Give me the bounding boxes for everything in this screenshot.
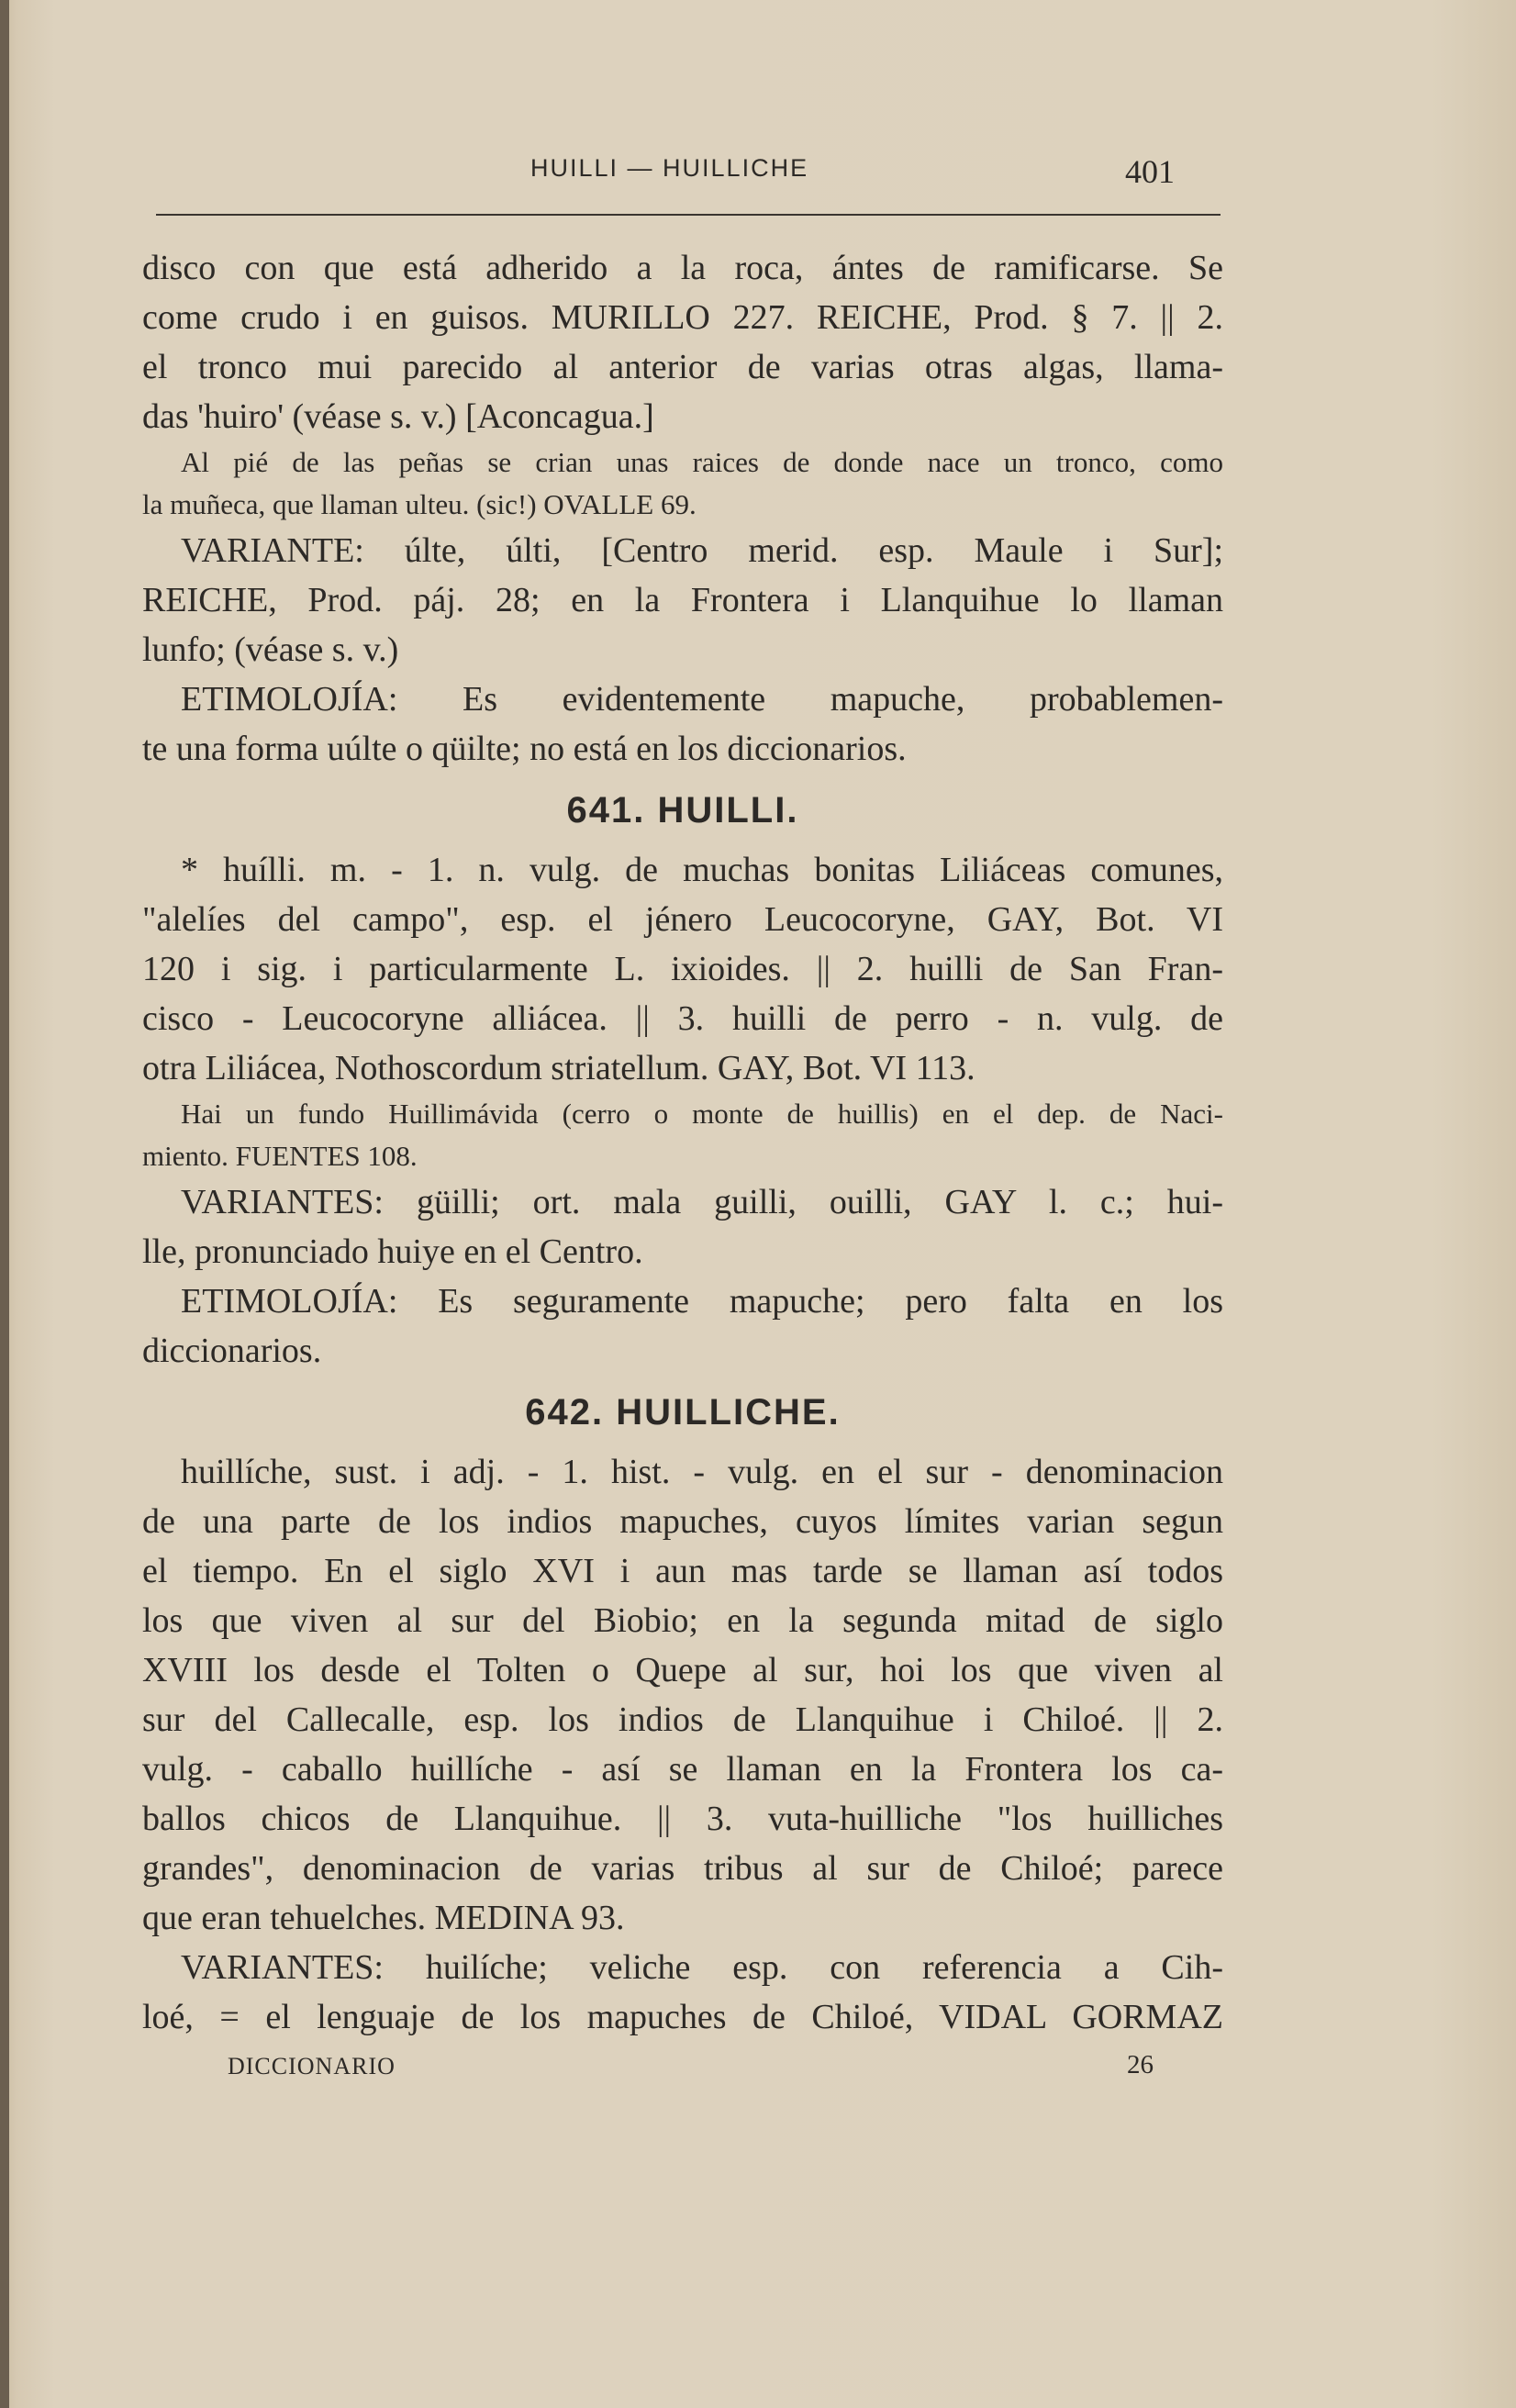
text-line: grandes", denominacion de varias tribus al sur de Chiloé; parece (142, 1849, 1223, 1888)
quotation-line: Al pié de las peñas se crian unas raices de donde nace un tronco, como (181, 446, 1223, 478)
text-line: REICHE, Prod. páj. 28; en la Frontera i Llanquihue lo llaman (142, 581, 1223, 619)
footer-signature: DICCIONARIO (228, 2053, 396, 2079)
text-line: lunfo; (véase s. v.) (142, 630, 399, 669)
text-line: te una forma uúlte o qüilte; no está en los diccionarios. (142, 730, 907, 768)
footer-sheet-number: 26 (1127, 2050, 1154, 2079)
dictionary-body-text (142, 243, 1223, 2042)
text-line: sur del Callecalle, esp. los indios de Llanquihue i Chiloé. || 2. (142, 1700, 1223, 1739)
text-line: VARIANTES: huilíche; veliche esp. con referencia a Cih- (181, 1948, 1223, 1987)
page-number: 401 (1125, 153, 1175, 190)
running-head: HUILLI — HUILLICHE (530, 154, 809, 182)
text-line: disco con que está adherido a la roca, ántes de ramificarse. Se (142, 249, 1223, 287)
text-line: come crudo i en guisos. MURILLO 227. REICHE, Prod. § 7. || 2. (142, 298, 1223, 337)
text-line: VARIANTE: últe, últi, [Centro merid. esp. Maule i Sur]; (181, 531, 1223, 570)
entry-heading: 642. HUILLICHE. (525, 1392, 841, 1433)
text-line: que eran tehuelches. MEDINA 93. (142, 1899, 625, 1937)
text-line: ballos chicos de Llanquihue. || 3. vuta-huilliche "los huilliches (142, 1800, 1223, 1838)
entry-heading: 641. HUILLI. (566, 790, 799, 831)
text-line: VARIANTES: güilli; ort. mala guilli, ouilli, GAY l. c.; hui- (181, 1183, 1223, 1221)
text-line: los que viven al sur del Biobio; en la segunda mitad de siglo (142, 1601, 1223, 1640)
text-line: el tiempo. En el siglo XVI i aun mas tarde se llaman así todos (142, 1552, 1223, 1590)
book-binding-edge (0, 0, 9, 2408)
quotation-line: miento. FUENTES 108. (142, 1140, 418, 1172)
text-line: huillíche, sust. i adj. - 1. hist. - vulg. en el sur - denominacion (181, 1453, 1223, 1491)
text-line: el tronco mui parecido al anterior de varias otras algas, llama- (142, 348, 1223, 386)
text-line: cisco - Leucocoryne alliácea. || 3. huilli de perro - n. vulg. de (142, 999, 1223, 1038)
text-line: "alelíes del campo", esp. el jénero Leucocoryne, GAY, Bot. VI (142, 900, 1223, 939)
text-line: vulg. - caballo huillíche - así se llaman en la Frontera los ca- (142, 1750, 1223, 1789)
text-line: de una parte de los indios mapuches, cuyos límites varian segun (142, 1502, 1223, 1541)
quotation-line: la muñeca, que llaman ulteu. (sic!) OVALLE 69. (142, 488, 697, 520)
text-line: ETIMOLOJÍA: Es evidentemente mapuche, probablemen- (181, 680, 1223, 719)
text-line: * huílli. m. - 1. n. vulg. de muchas bonitas Liliáceas comunes, (181, 851, 1223, 889)
text-line: das 'huiro' (véase s. v.) [Aconcagua.] (142, 397, 654, 436)
text-line: XVIII los desde el Tolten o Quepe al sur, hoi los que viven al (142, 1651, 1223, 1689)
text-line: diccionarios. (142, 1332, 322, 1370)
text-line: loé, = el lenguaje de los mapuches de Chiloé, VIDAL GORMAZ (142, 1998, 1223, 2036)
text-line: lle, pronunciado huiye en el Centro. (142, 1232, 643, 1271)
text-line: ETIMOLOJÍA: Es seguramente mapuche; pero falta en los (181, 1282, 1223, 1321)
text-line: otra Liliácea, Nothoscordum striatellum. GAY, Bot. VI 113. (142, 1049, 975, 1087)
text-line: 120 i sig. i particularmente L. ixioides. || 2. huilli de San Fran- (142, 950, 1223, 988)
quotation-line: Hai un fundo Huillimávida (cerro o monte de huillis) en el dep. de Naci- (181, 1098, 1223, 1130)
header-rule (156, 214, 1221, 216)
